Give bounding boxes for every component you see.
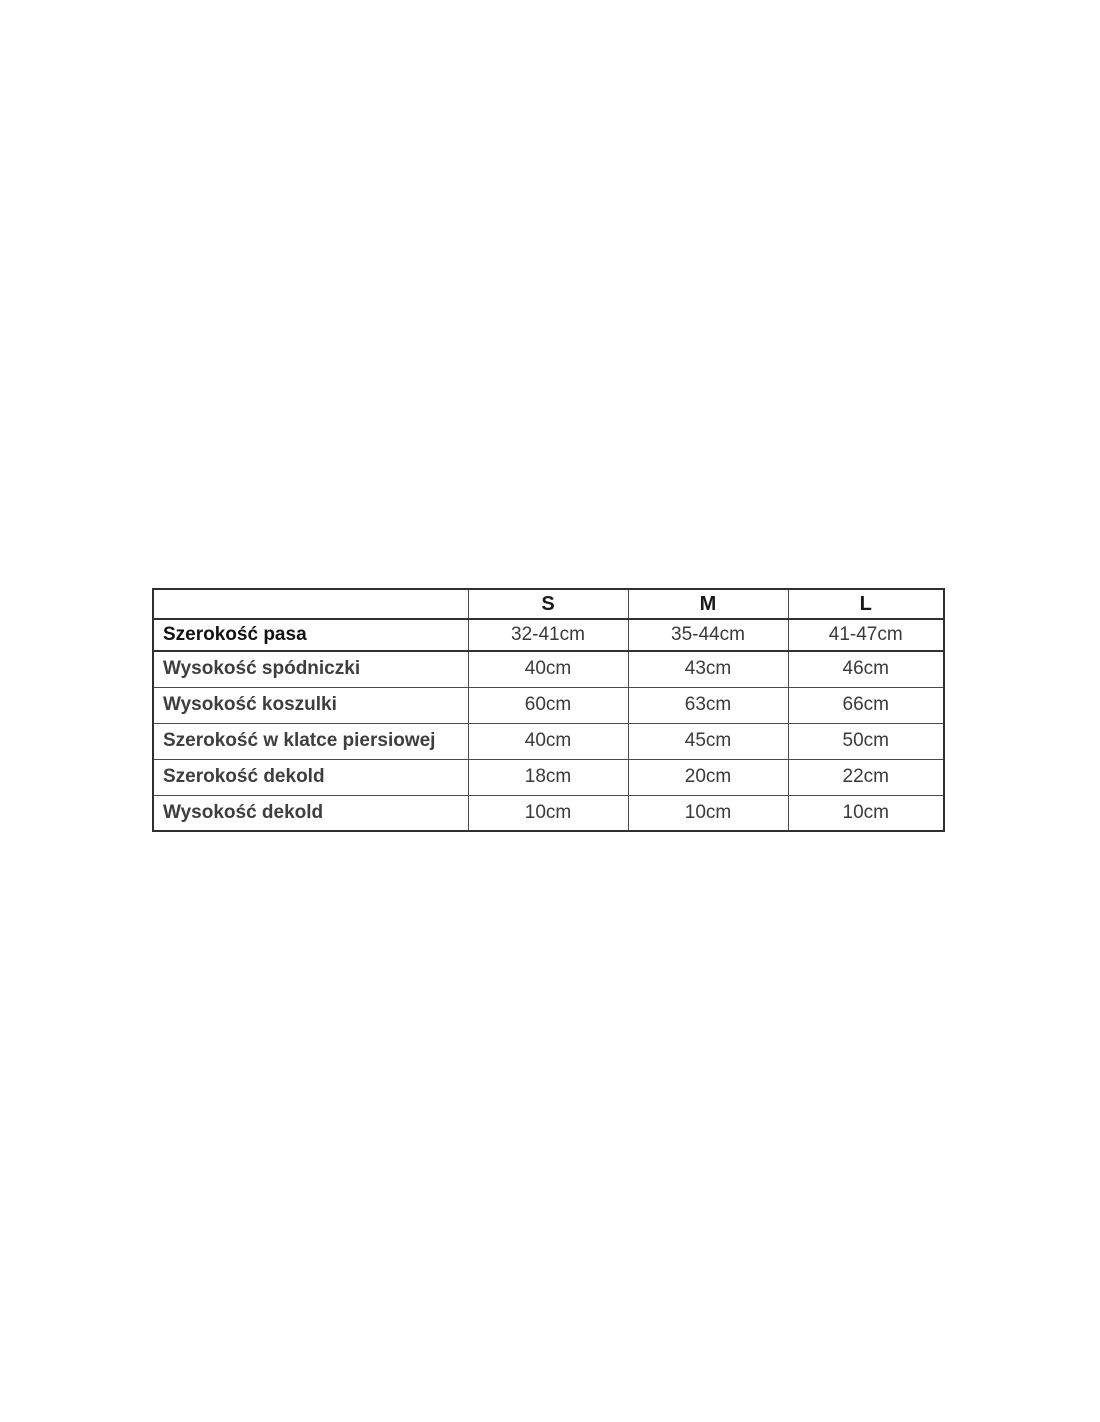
size-value: 35-44cm: [628, 619, 788, 651]
row-label: Wysokość dekold: [153, 795, 468, 831]
row-label: Szerokość pasa: [153, 619, 468, 651]
size-value: 40cm: [468, 723, 628, 759]
size-value: 45cm: [628, 723, 788, 759]
size-value: 10cm: [468, 795, 628, 831]
table-row: [153, 795, 944, 831]
size-value: 43cm: [628, 651, 788, 687]
size-chart-table: [152, 588, 945, 832]
size-value: 22cm: [788, 759, 944, 795]
size-value: 63cm: [628, 687, 788, 723]
size-value: 46cm: [788, 651, 944, 687]
table-row: [153, 723, 944, 759]
size-value: 41-47cm: [788, 619, 944, 651]
column-header-l: L: [788, 589, 944, 619]
row-label: Wysokość spódniczki: [153, 651, 468, 687]
table-body: [153, 619, 944, 831]
size-value: 32-41cm: [468, 619, 628, 651]
row-label: Szerokość w klatce piersiowej: [153, 723, 468, 759]
size-value: 40cm: [468, 651, 628, 687]
row-label: Wysokość koszulki: [153, 687, 468, 723]
column-header-m: M: [628, 589, 788, 619]
table-row: [153, 619, 944, 651]
size-value: 20cm: [628, 759, 788, 795]
header-row: [153, 589, 944, 619]
size-value: 50cm: [788, 723, 944, 759]
size-value: 18cm: [468, 759, 628, 795]
table-row: [153, 651, 944, 687]
row-label: Szerokość dekold: [153, 759, 468, 795]
size-value: 60cm: [468, 687, 628, 723]
corner-cell: [153, 589, 468, 619]
table-row: [153, 687, 944, 723]
size-value: 10cm: [628, 795, 788, 831]
column-header-s: S: [468, 589, 628, 619]
size-value: 66cm: [788, 687, 944, 723]
size-value: 10cm: [788, 795, 944, 831]
table-row: [153, 759, 944, 795]
